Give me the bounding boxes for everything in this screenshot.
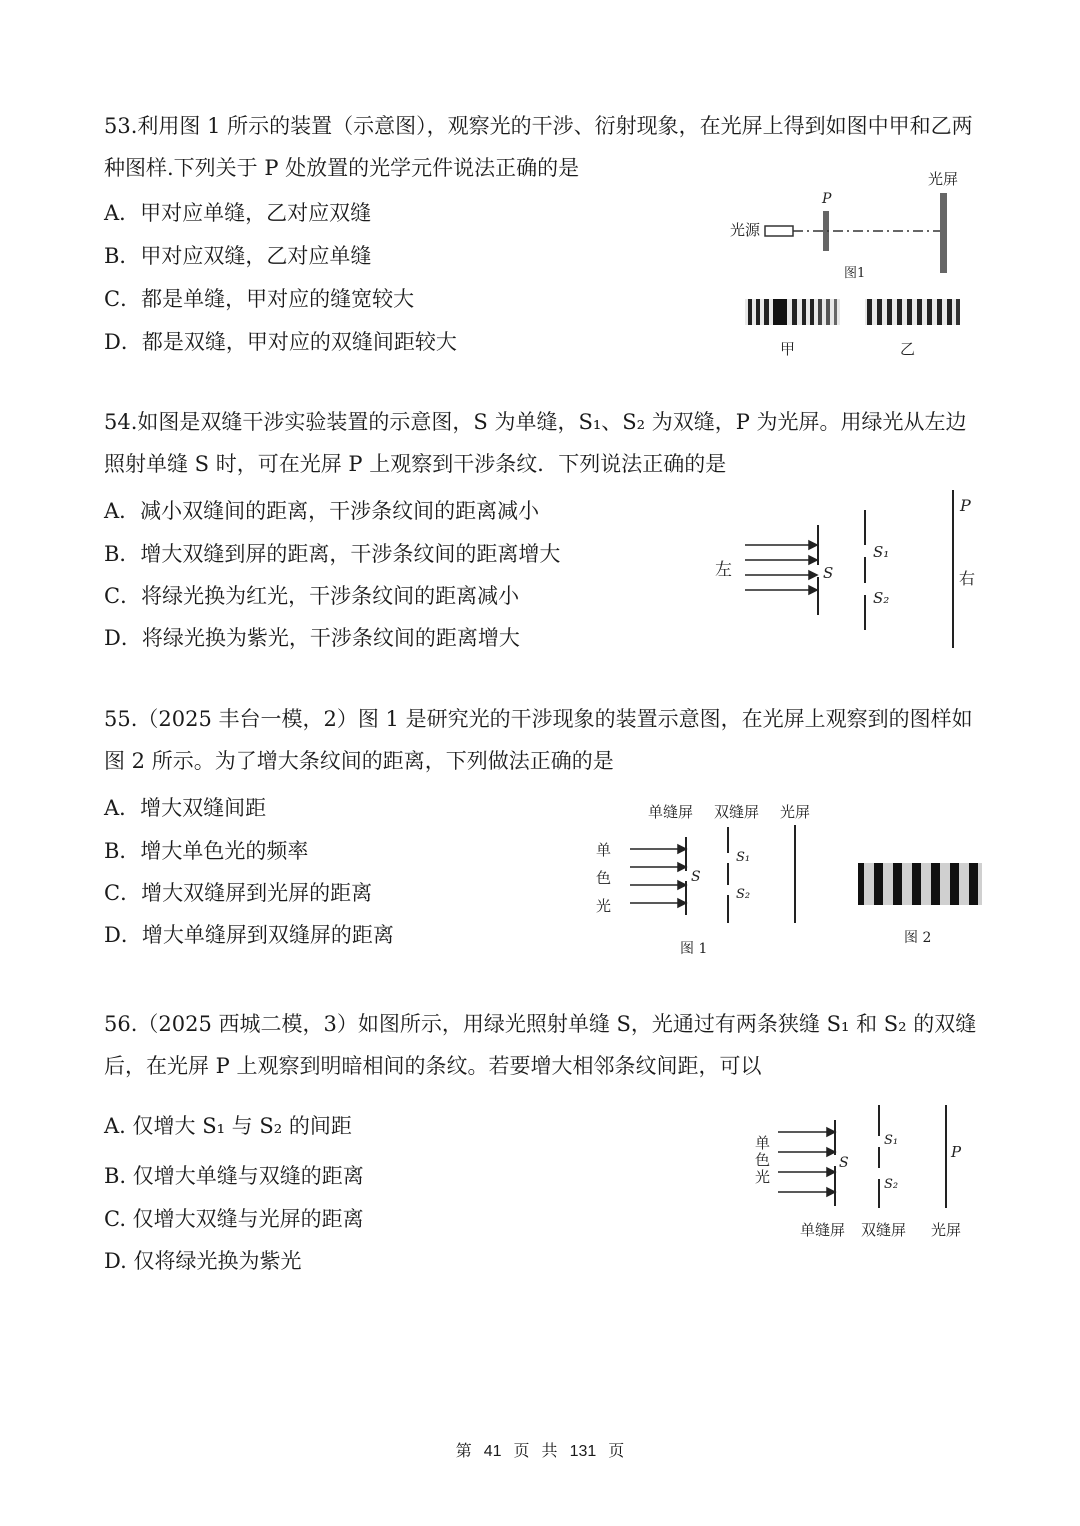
- q54-option-b[interactable]: B．增大双缝到屏的距离，干涉条纹间的距离增大: [104, 542, 561, 566]
- q53-option-d[interactable]: D．都是双缝，甲对应的双缝间距较大: [104, 330, 457, 354]
- q53-option-b[interactable]: B．甲对应双缝，乙对应单缝: [104, 244, 372, 268]
- q53-figure: [720, 165, 980, 365]
- q56-option-b[interactable]: B. 仅增大单缝与双缝的距离: [104, 1164, 364, 1188]
- page-number: 41: [483, 1443, 502, 1460]
- q55-stem: 55.（2025 丰台一模，2）图 1 是研究光的干涉现象的装置示意图，在光屏上观察到的图样如图 2 所示。为了增大条纹间的距离，下列做法正确的是: [104, 707, 973, 773]
- page-footer: [0, 1438, 1080, 1461]
- q55-light-arrows: [630, 845, 686, 907]
- footer-suffix: 页: [608, 1443, 625, 1460]
- q56-stem: 56.（2025 西城二模，3）如图所示，用绿光照射单缝 S，光通过有两条狭缝 S₁ 和 S₂ 的双缝后，在光屏 P 上观察到明暗相间的条纹。若要增大相邻条纹间距，可以: [104, 1012, 977, 1078]
- q54-s2-label: S₂: [873, 589, 890, 607]
- footer-total-word: 共: [541, 1443, 558, 1460]
- q53-pattern-a: [745, 299, 840, 325]
- q55-option-d[interactable]: D．增大单缝屏到双缝屏的距离: [104, 923, 394, 947]
- q54-left-label: 左: [715, 560, 732, 580]
- q53-option-c[interactable]: C．都是单缝，甲对应的缝宽较大: [104, 287, 415, 311]
- q56-screen-label: 光屏: [931, 1221, 962, 1239]
- q53-p-label: P: [822, 191, 832, 207]
- q54-right-label: 右: [959, 569, 976, 588]
- q56-option-c[interactable]: C. 仅增大双缝与光屏的距离: [104, 1207, 364, 1231]
- q54-option-a[interactable]: A．减小双缝间的距离，干涉条纹间的距离减小: [104, 499, 540, 523]
- q55-figure: [590, 795, 990, 965]
- q55-screen-label: 光屏: [780, 803, 811, 821]
- q53-screen: [940, 193, 947, 273]
- footer-page-word: 页: [513, 1443, 530, 1460]
- q56-option-a[interactable]: A. 仅增大 S₁ 与 S₂ 的间距: [104, 1114, 352, 1138]
- q55-double-slit-label: 双缝屏: [714, 803, 760, 821]
- q54-figure: [705, 485, 990, 655]
- q56-double-slit-label: 双缝屏: [861, 1221, 907, 1239]
- q54-s1-label: S₁: [873, 543, 890, 561]
- q53-source-label: 光源: [730, 221, 761, 239]
- q55-mono-1: 单: [596, 841, 612, 859]
- q56-mono-3: 光: [755, 1168, 771, 1186]
- q56-s2-label: S₂: [884, 1177, 899, 1192]
- q56-figure: [745, 1100, 985, 1245]
- q56-mono-2: 色: [755, 1151, 771, 1169]
- q53-pattern-b: [865, 299, 960, 325]
- q56-mono-1: 单: [755, 1134, 771, 1152]
- q56-single-slit-label: 单缝屏: [800, 1221, 846, 1239]
- q55-s2-label: S₂: [736, 887, 751, 902]
- q55-fringe-pattern: [858, 863, 982, 905]
- q54-light-arrows: [745, 541, 817, 594]
- q53-pattern-b-label: 乙: [900, 340, 916, 358]
- q53-pattern-a-label: 甲: [780, 340, 796, 358]
- q53-option-a[interactable]: A．甲对应单缝，乙对应双缝: [104, 201, 372, 225]
- q55-single-slit-label: 单缝屏: [648, 803, 694, 821]
- q55-option-b[interactable]: B．增大单色光的频率: [104, 839, 309, 863]
- q55-caption-2: 图 2: [904, 930, 932, 946]
- q56-s1-label: S₁: [884, 1133, 899, 1148]
- q55-option-a[interactable]: A．增大双缝间距: [104, 796, 267, 820]
- q55-mono-3: 光: [596, 897, 612, 915]
- q54-s-label: S: [823, 564, 834, 582]
- footer-prefix: 第: [455, 1443, 472, 1460]
- q55-mono-2: 色: [596, 869, 612, 887]
- q56-s-label: S: [839, 1155, 849, 1171]
- q53-source: [765, 226, 793, 236]
- q53-screen-label: 光屏: [928, 170, 959, 188]
- q55-option-c[interactable]: C．增大双缝屏到光屏的距离: [104, 881, 373, 905]
- page-total: 131: [569, 1443, 597, 1460]
- q53-figure-caption: 图1: [844, 266, 866, 281]
- q56-light-arrows: [778, 1128, 835, 1196]
- q56-p-label: P: [951, 1143, 962, 1161]
- q55-s1-label: S₁: [736, 850, 751, 865]
- q54-option-d[interactable]: D．将绿光换为紫光，干涉条纹间的距离增大: [104, 626, 520, 650]
- q55-s-label: S: [691, 869, 701, 885]
- q55-caption-1: 图 1: [680, 941, 708, 957]
- q53-stem: 53.利用图 1 所示的装置（示意图），观察光的干涉、衍射现象，在光屏上得到如图中甲和乙两种图样.下列关于 P 处放置的光学元件说法正确的是: [104, 114, 973, 180]
- q54-option-c[interactable]: C．将绿光换为红光，干涉条纹间的距离减小: [104, 584, 520, 608]
- q54-p-label: P: [960, 496, 971, 515]
- q56-option-d[interactable]: D. 仅将绿光换为紫光: [104, 1249, 302, 1273]
- q54-stem: 54.如图是双缝干涉实验装置的示意图，S 为单缝，S₁、S₂ 为双缝，P 为光屏。用绿光从左边照射单缝 S 时，可在光屏 P 上观察到干涉条纹．下列说法正确的是: [104, 410, 967, 476]
